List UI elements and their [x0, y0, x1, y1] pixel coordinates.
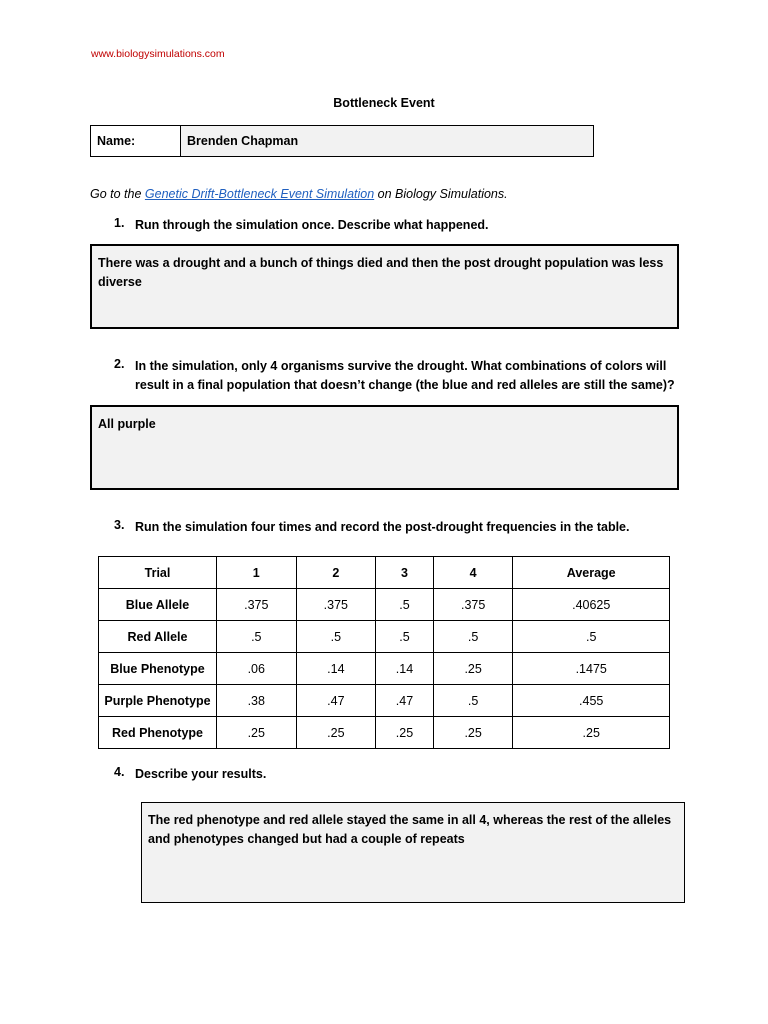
- question-4: [114, 765, 675, 784]
- table-cell[interactable]: .14: [376, 653, 434, 685]
- table-row: [99, 717, 670, 749]
- table-cell[interactable]: .455: [513, 685, 670, 717]
- site-url[interactable]: www.biologysimulations.com: [91, 48, 225, 60]
- table-cell[interactable]: .5: [296, 621, 376, 653]
- question-3: [114, 518, 675, 537]
- table-cell[interactable]: .25: [217, 717, 297, 749]
- question-2: [114, 357, 675, 395]
- table-cell[interactable]: .1475: [513, 653, 670, 685]
- page-title: Bottleneck Event: [333, 96, 435, 110]
- table-cell[interactable]: .375: [433, 589, 513, 621]
- table-header-cell: 1: [217, 557, 297, 589]
- table-cell[interactable]: .5: [376, 589, 434, 621]
- table-cell[interactable]: .47: [376, 685, 434, 717]
- question-4-text: Describe your results.: [135, 767, 267, 781]
- table-cell[interactable]: .47: [296, 685, 376, 717]
- answer-1-box[interactable]: There was a drought and a bunch of things died and then the post drought population was less diverse: [90, 244, 679, 329]
- table-cell[interactable]: .25: [433, 717, 513, 749]
- table-cell[interactable]: .14: [296, 653, 376, 685]
- table-cell[interactable]: .40625: [513, 589, 670, 621]
- table-cell[interactable]: .375: [217, 589, 297, 621]
- question-1-number: 1.: [114, 216, 125, 230]
- table-header-cell: 2: [296, 557, 376, 589]
- table-row: [99, 589, 670, 621]
- intro-text: [90, 187, 508, 201]
- name-value[interactable]: Brenden Chapman: [181, 126, 593, 156]
- row-label: Red Phenotype: [99, 717, 217, 749]
- table-row: [99, 621, 670, 653]
- table-cell[interactable]: .25: [376, 717, 434, 749]
- question-3-number: 3.: [114, 518, 125, 532]
- frequency-table: [98, 556, 670, 749]
- table-cell[interactable]: .25: [296, 717, 376, 749]
- table-header-cell: Average: [513, 557, 670, 589]
- row-label: Blue Phenotype: [99, 653, 217, 685]
- table-cell[interactable]: .25: [513, 717, 670, 749]
- table-header-cell: Trial: [99, 557, 217, 589]
- row-label: Blue Allele: [99, 589, 217, 621]
- question-2-number: 2.: [114, 357, 125, 371]
- table-cell[interactable]: .25: [433, 653, 513, 685]
- table-row: [99, 685, 670, 717]
- table-header-cell: 3: [376, 557, 434, 589]
- question-1-text: Run through the simulation once. Describe what happened.: [135, 218, 489, 232]
- answer-4-box[interactable]: The red phenotype and red allele stayed the same in all 4, whereas the rest of the alleles and phenotypes changed but had a couple of repeats: [141, 802, 685, 903]
- question-3-text: Run the simulation four times and record the post-drought frequencies in the table.: [135, 520, 630, 534]
- table-row: [99, 653, 670, 685]
- question-2-text: In the simulation, only 4 organisms survive the drought. What combinations of colors will result in a final population that doesn’t change (the blue and red alleles are still the same)?: [135, 359, 675, 392]
- table-header-cell: 4: [433, 557, 513, 589]
- table-cell[interactable]: .5: [376, 621, 434, 653]
- row-label: Purple Phenotype: [99, 685, 217, 717]
- name-label: Name:: [91, 126, 181, 156]
- row-label: Red Allele: [99, 621, 217, 653]
- answer-2-box[interactable]: All purple: [90, 405, 679, 490]
- intro-prefix: Go to the: [90, 187, 145, 201]
- simulation-link[interactable]: Genetic Drift-Bottleneck Event Simulation: [144, 187, 375, 201]
- table-cell[interactable]: .38: [217, 685, 297, 717]
- question-1: [114, 216, 675, 235]
- table-cell[interactable]: .5: [433, 685, 513, 717]
- table-header-row: [99, 557, 670, 589]
- table-cell[interactable]: .06: [217, 653, 297, 685]
- question-4-number: 4.: [114, 765, 125, 779]
- table-cell[interactable]: .375: [296, 589, 376, 621]
- name-field: [90, 125, 594, 157]
- table-cell[interactable]: .5: [433, 621, 513, 653]
- table-cell[interactable]: .5: [513, 621, 670, 653]
- intro-suffix: on Biology Simulations.: [374, 187, 508, 201]
- table-cell[interactable]: .5: [217, 621, 297, 653]
